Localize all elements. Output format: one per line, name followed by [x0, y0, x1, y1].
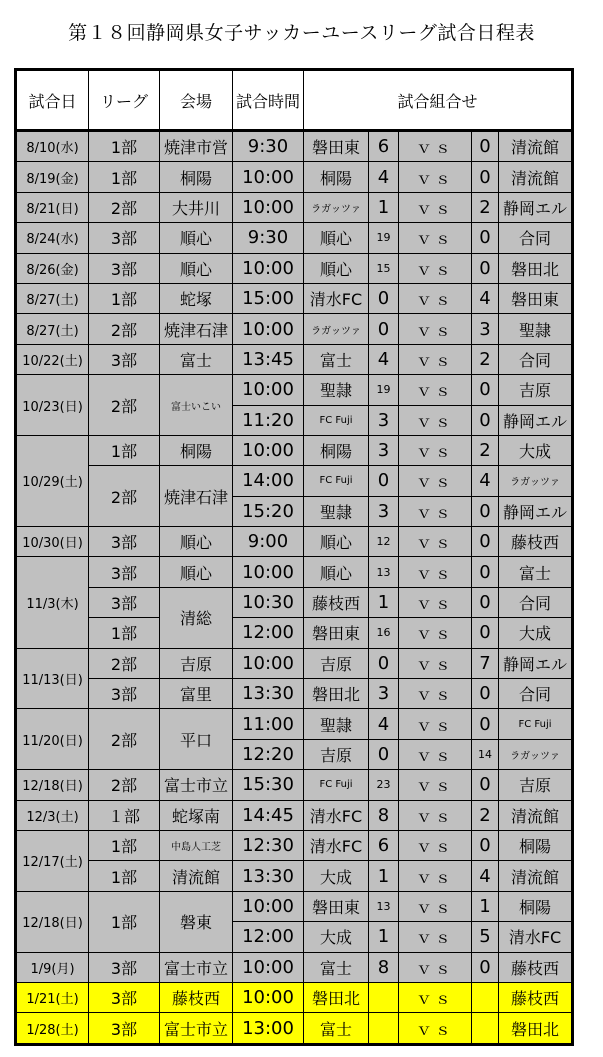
away-score: 4 — [472, 466, 499, 496]
venue: 富士市立 — [160, 770, 233, 800]
home-score: 3 — [369, 679, 399, 709]
away-team: 桐陽 — [499, 891, 573, 921]
match-date: 1/9(月) — [16, 952, 89, 982]
versus-label: ｖｓ — [399, 435, 472, 465]
away-team: 合同 — [499, 587, 573, 617]
home-score: 15 — [369, 253, 399, 283]
away-score: 3 — [472, 314, 499, 344]
home-team: 富士 — [304, 952, 369, 982]
table-row — [16, 587, 573, 617]
versus-label: ｖｓ — [399, 709, 472, 739]
away-team: 清水FC — [499, 922, 573, 952]
kickoff-time: 14:00 — [233, 466, 304, 496]
match-date: 8/27(土) — [16, 314, 89, 344]
match-date: 10/29(土) — [16, 435, 89, 526]
away-team: 磐田北 — [499, 1013, 573, 1044]
venue: 蛇塚南 — [160, 800, 233, 830]
versus-label: ｖｓ — [399, 375, 472, 405]
versus-label: ｖｓ — [399, 770, 472, 800]
league-division: 3部 — [89, 527, 160, 557]
schedule-table — [14, 68, 574, 1046]
table-row — [16, 648, 573, 678]
home-score: 8 — [369, 800, 399, 830]
league-division: 2部 — [89, 314, 160, 344]
away-team: 静岡エル — [499, 648, 573, 678]
match-date: 11/20(日) — [16, 709, 89, 770]
league-division: 3部 — [89, 344, 160, 374]
home-team: 藤枝西 — [304, 587, 369, 617]
venue: 富士市立 — [160, 952, 233, 982]
kickoff-time: 10:00 — [233, 435, 304, 465]
table-row — [16, 709, 573, 739]
away-team: 聖隷 — [499, 314, 573, 344]
away-team: 富士 — [499, 557, 573, 587]
home-team: 順心 — [304, 557, 369, 587]
home-team: 磐田東 — [304, 131, 369, 162]
away-score: 2 — [472, 435, 499, 465]
home-team: 吉原 — [304, 648, 369, 678]
away-team: 吉原 — [499, 375, 573, 405]
venue: 桐陽 — [160, 162, 233, 192]
away-score: 0 — [472, 162, 499, 192]
away-score: 0 — [472, 830, 499, 860]
away-team: 磐田北 — [499, 253, 573, 283]
versus-label: ｖｓ — [399, 405, 472, 435]
kickoff-time: 12:00 — [233, 922, 304, 952]
league-division: 3部 — [89, 952, 160, 982]
away-score — [472, 982, 499, 1012]
away-team: 合同 — [499, 344, 573, 374]
versus-label: ｖｓ — [399, 861, 472, 891]
away-score: 0 — [472, 527, 499, 557]
header-row — [16, 70, 573, 131]
match-date: 8/27(土) — [16, 283, 89, 313]
league-division: 1部 — [89, 618, 160, 648]
league-division: 1部 — [89, 283, 160, 313]
away-team: 吉原 — [499, 770, 573, 800]
versus-label: ｖｓ — [399, 891, 472, 921]
table-row — [16, 192, 573, 222]
versus-label: ｖｓ — [399, 314, 472, 344]
league-division: 1部 — [89, 830, 160, 860]
home-team: FC Fuji — [304, 770, 369, 800]
away-team: 清流館 — [499, 131, 573, 162]
away-score: 5 — [472, 922, 499, 952]
versus-label: ｖｓ — [399, 466, 472, 496]
home-team: 聖隷 — [304, 709, 369, 739]
versus-label: ｖｓ — [399, 253, 472, 283]
table-row — [16, 952, 573, 982]
away-score: 0 — [472, 496, 499, 526]
versus-label: ｖｓ — [399, 982, 472, 1012]
table-row — [16, 861, 573, 891]
kickoff-time: 10:30 — [233, 587, 304, 617]
versus-label: ｖｓ — [399, 648, 472, 678]
kickoff-time: 11:00 — [233, 709, 304, 739]
table-row — [16, 1013, 573, 1044]
venue: 吉原 — [160, 648, 233, 678]
kickoff-time: 9:30 — [233, 131, 304, 162]
versus-label: ｖｓ — [399, 830, 472, 860]
league-division: 1部 — [89, 162, 160, 192]
home-score: 3 — [369, 405, 399, 435]
match-date: 10/23(日) — [16, 375, 89, 436]
kickoff-time: 10:00 — [233, 891, 304, 921]
table-row — [16, 618, 573, 648]
versus-label: ｖｓ — [399, 496, 472, 526]
match-date: 11/13(日) — [16, 648, 89, 709]
home-score: 0 — [369, 466, 399, 496]
venue: 桐陽 — [160, 435, 233, 465]
away-score: 2 — [472, 800, 499, 830]
away-team: 合同 — [499, 679, 573, 709]
home-score: 13 — [369, 557, 399, 587]
home-team: 磐田東 — [304, 891, 369, 921]
home-team: ラガッツァ — [304, 314, 369, 344]
table-row — [16, 891, 573, 921]
home-team: 富士 — [304, 344, 369, 374]
versus-label: ｖｓ — [399, 679, 472, 709]
away-team: 清流館 — [499, 800, 573, 830]
versus-label: ｖｓ — [399, 162, 472, 192]
match-date: 8/10(水) — [16, 131, 89, 162]
versus-label: ｖｓ — [399, 557, 472, 587]
kickoff-time: 15:20 — [233, 496, 304, 526]
kickoff-time: 10:00 — [233, 648, 304, 678]
home-team: 大成 — [304, 922, 369, 952]
home-score: 13 — [369, 891, 399, 921]
home-score: 16 — [369, 618, 399, 648]
away-score: 0 — [472, 557, 499, 587]
home-team: FC Fuji — [304, 405, 369, 435]
away-team: 藤枝西 — [499, 527, 573, 557]
kickoff-time: 13:00 — [233, 1013, 304, 1044]
home-team: 磐田北 — [304, 982, 369, 1012]
header-date: 試合日 — [16, 70, 89, 131]
home-score: 4 — [369, 162, 399, 192]
home-score: 12 — [369, 527, 399, 557]
home-score: 1 — [369, 922, 399, 952]
home-team: 磐田北 — [304, 679, 369, 709]
home-team: 清水FC — [304, 800, 369, 830]
away-score: 0 — [472, 253, 499, 283]
home-team: 清水FC — [304, 283, 369, 313]
versus-label: ｖｓ — [399, 1013, 472, 1044]
league-division: 3部 — [89, 557, 160, 587]
header-league: リーグ — [89, 70, 160, 131]
versus-label: ｖｓ — [399, 283, 472, 313]
league-division: 3部 — [89, 1013, 160, 1044]
away-score: 7 — [472, 648, 499, 678]
header-time: 試合時間 — [233, 70, 304, 131]
away-team: 静岡エル — [499, 192, 573, 222]
table-row — [16, 375, 573, 405]
match-date: 12/3(土) — [16, 800, 89, 830]
venue: 清流館 — [160, 861, 233, 891]
kickoff-time: 10:00 — [233, 162, 304, 192]
away-team: 静岡エル — [499, 405, 573, 435]
match-date: 1/21(土) — [16, 982, 89, 1012]
league-division: 2部 — [89, 709, 160, 770]
table-row — [16, 314, 573, 344]
home-team: 清水FC — [304, 830, 369, 860]
venue: 順心 — [160, 557, 233, 587]
home-team: 大成 — [304, 861, 369, 891]
home-score: 23 — [369, 770, 399, 800]
away-score: 0 — [472, 679, 499, 709]
league-division: 1部 — [89, 131, 160, 162]
match-date: 12/18(日) — [16, 891, 89, 952]
venue: 平口 — [160, 709, 233, 770]
venue: 順心 — [160, 223, 233, 253]
league-division: 3部 — [89, 679, 160, 709]
versus-label: ｖｓ — [399, 527, 472, 557]
home-score: 19 — [369, 223, 399, 253]
away-score: 0 — [472, 587, 499, 617]
home-team: 桐陽 — [304, 162, 369, 192]
away-score — [472, 1013, 499, 1044]
home-score: 1 — [369, 192, 399, 222]
venue: 大井川 — [160, 192, 233, 222]
versus-label: ｖｓ — [399, 739, 472, 769]
kickoff-time: 10:00 — [233, 982, 304, 1012]
away-score: 0 — [472, 223, 499, 253]
home-score: 1 — [369, 861, 399, 891]
away-score: 2 — [472, 192, 499, 222]
league-division: 1部 — [89, 861, 160, 891]
table-row — [16, 162, 573, 192]
away-team: FC Fuji — [499, 709, 573, 739]
league-division: 3部 — [89, 982, 160, 1012]
away-score: 0 — [472, 131, 499, 162]
kickoff-time: 15:00 — [233, 283, 304, 313]
home-team: 順心 — [304, 253, 369, 283]
away-team: ラガッツァ — [499, 739, 573, 769]
league-division: 3部 — [89, 587, 160, 617]
venue: 清総 — [160, 587, 233, 648]
home-team: 聖隷 — [304, 496, 369, 526]
table-row — [16, 131, 573, 162]
match-date: 8/26(金) — [16, 253, 89, 283]
league-division: 2部 — [89, 466, 160, 527]
match-date: 8/24(水) — [16, 223, 89, 253]
away-team: 磐田東 — [499, 283, 573, 313]
kickoff-time: 13:30 — [233, 861, 304, 891]
league-division: 1部 — [89, 891, 160, 952]
versus-label: ｖｓ — [399, 587, 472, 617]
home-team: 桐陽 — [304, 435, 369, 465]
match-date: 8/21(日) — [16, 192, 89, 222]
away-score: 0 — [472, 952, 499, 982]
away-score: 0 — [472, 618, 499, 648]
table-row — [16, 800, 573, 830]
away-team: ラガッツァ — [499, 466, 573, 496]
table-row — [16, 557, 573, 587]
away-score: 0 — [472, 770, 499, 800]
match-date: 8/19(金) — [16, 162, 89, 192]
match-date: 12/18(日) — [16, 770, 89, 800]
kickoff-time: 10:00 — [233, 952, 304, 982]
venue: 富士 — [160, 344, 233, 374]
kickoff-time: 11:20 — [233, 405, 304, 435]
home-score: 3 — [369, 435, 399, 465]
home-score: 0 — [369, 648, 399, 678]
home-score: 6 — [369, 131, 399, 162]
match-date: 11/3(木) — [16, 557, 89, 648]
venue: 蛇塚 — [160, 283, 233, 313]
home-team: 磐田東 — [304, 618, 369, 648]
venue: 焼津市営 — [160, 131, 233, 162]
away-score: 0 — [472, 375, 499, 405]
away-team: 清流館 — [499, 162, 573, 192]
home-team: 富士 — [304, 1013, 369, 1044]
away-team: 藤枝西 — [499, 952, 573, 982]
table-row — [16, 527, 573, 557]
home-team: 順心 — [304, 527, 369, 557]
kickoff-time: 12:20 — [233, 739, 304, 769]
kickoff-time: 10:00 — [233, 314, 304, 344]
home-team: ラガッツァ — [304, 192, 369, 222]
away-team: 藤枝西 — [499, 982, 573, 1012]
home-team: 順心 — [304, 223, 369, 253]
table-row — [16, 770, 573, 800]
versus-label: ｖｓ — [399, 922, 472, 952]
league-division: 3部 — [89, 223, 160, 253]
venue: 順心 — [160, 253, 233, 283]
table-row — [16, 344, 573, 374]
league-division: 2部 — [89, 648, 160, 678]
league-division: 1部 — [89, 435, 160, 465]
home-score — [369, 982, 399, 1012]
table-row — [16, 982, 573, 1012]
header-venue: 会場 — [160, 70, 233, 131]
table-row — [16, 223, 573, 253]
schedule-body — [16, 131, 573, 1045]
away-team: 大成 — [499, 618, 573, 648]
match-date: 1/28(土) — [16, 1013, 89, 1044]
versus-label: ｖｓ — [399, 800, 472, 830]
away-team: 静岡エル — [499, 496, 573, 526]
home-score: 19 — [369, 375, 399, 405]
home-score: 1 — [369, 587, 399, 617]
home-score: 8 — [369, 952, 399, 982]
kickoff-time: 9:30 — [233, 223, 304, 253]
away-score: 2 — [472, 344, 499, 374]
kickoff-time: 13:45 — [233, 344, 304, 374]
kickoff-time: 13:30 — [233, 679, 304, 709]
kickoff-time: 10:00 — [233, 253, 304, 283]
versus-label: ｖｓ — [399, 618, 472, 648]
kickoff-time: 12:00 — [233, 618, 304, 648]
versus-label: ｖｓ — [399, 131, 472, 162]
home-score: 6 — [369, 830, 399, 860]
venue: 富士市立 — [160, 1013, 233, 1044]
header-match: 試合組合せ — [304, 70, 573, 131]
kickoff-time: 14:45 — [233, 800, 304, 830]
home-team: 吉原 — [304, 739, 369, 769]
kickoff-time: 15:30 — [233, 770, 304, 800]
venue: 富士いこい — [160, 375, 233, 436]
table-row — [16, 435, 573, 465]
venue: 焼津石津 — [160, 314, 233, 344]
versus-label: ｖｓ — [399, 952, 472, 982]
away-score: 0 — [472, 405, 499, 435]
league-division: 2部 — [89, 375, 160, 436]
away-score: 0 — [472, 709, 499, 739]
home-score: 4 — [369, 344, 399, 374]
kickoff-time: 12:30 — [233, 830, 304, 860]
venue: 磐東 — [160, 891, 233, 952]
kickoff-time: 10:00 — [233, 375, 304, 405]
versus-label: ｖｓ — [399, 192, 472, 222]
league-division: 3部 — [89, 253, 160, 283]
kickoff-time: 10:00 — [233, 192, 304, 222]
home-score: 4 — [369, 709, 399, 739]
table-row — [16, 253, 573, 283]
league-division: 2部 — [89, 192, 160, 222]
table-row — [16, 830, 573, 860]
home-score — [369, 1013, 399, 1044]
versus-label: ｖｓ — [399, 344, 472, 374]
versus-label: ｖｓ — [399, 223, 472, 253]
venue: 富里 — [160, 679, 233, 709]
page-title: 第１８回静岡県女子サッカーユースリーグ試合日程表 — [68, 22, 535, 44]
away-team: 清流館 — [499, 861, 573, 891]
league-division: 2部 — [89, 770, 160, 800]
kickoff-time: 10:00 — [233, 557, 304, 587]
table-row — [16, 466, 573, 496]
away-score: 14 — [472, 739, 499, 769]
kickoff-time: 9:00 — [233, 527, 304, 557]
match-date: 12/17(土) — [16, 830, 89, 891]
venue: 藤枝西 — [160, 982, 233, 1012]
table-row — [16, 679, 573, 709]
match-date: 10/30(日) — [16, 527, 89, 557]
table-row — [16, 283, 573, 313]
away-team: 大成 — [499, 435, 573, 465]
home-team: FC Fuji — [304, 466, 369, 496]
home-score: 3 — [369, 496, 399, 526]
home-score: 0 — [369, 739, 399, 769]
home-score: 0 — [369, 283, 399, 313]
venue: 焼津石津 — [160, 466, 233, 527]
venue: 中島人工芝 — [160, 830, 233, 860]
league-division: １部 — [89, 800, 160, 830]
home-score: 0 — [369, 314, 399, 344]
away-score: 4 — [472, 861, 499, 891]
home-team: 聖隷 — [304, 375, 369, 405]
away-score: 4 — [472, 283, 499, 313]
away-team: 合同 — [499, 223, 573, 253]
match-date: 10/22(土) — [16, 344, 89, 374]
away-team: 桐陽 — [499, 830, 573, 860]
away-score: 1 — [472, 891, 499, 921]
venue: 順心 — [160, 527, 233, 557]
